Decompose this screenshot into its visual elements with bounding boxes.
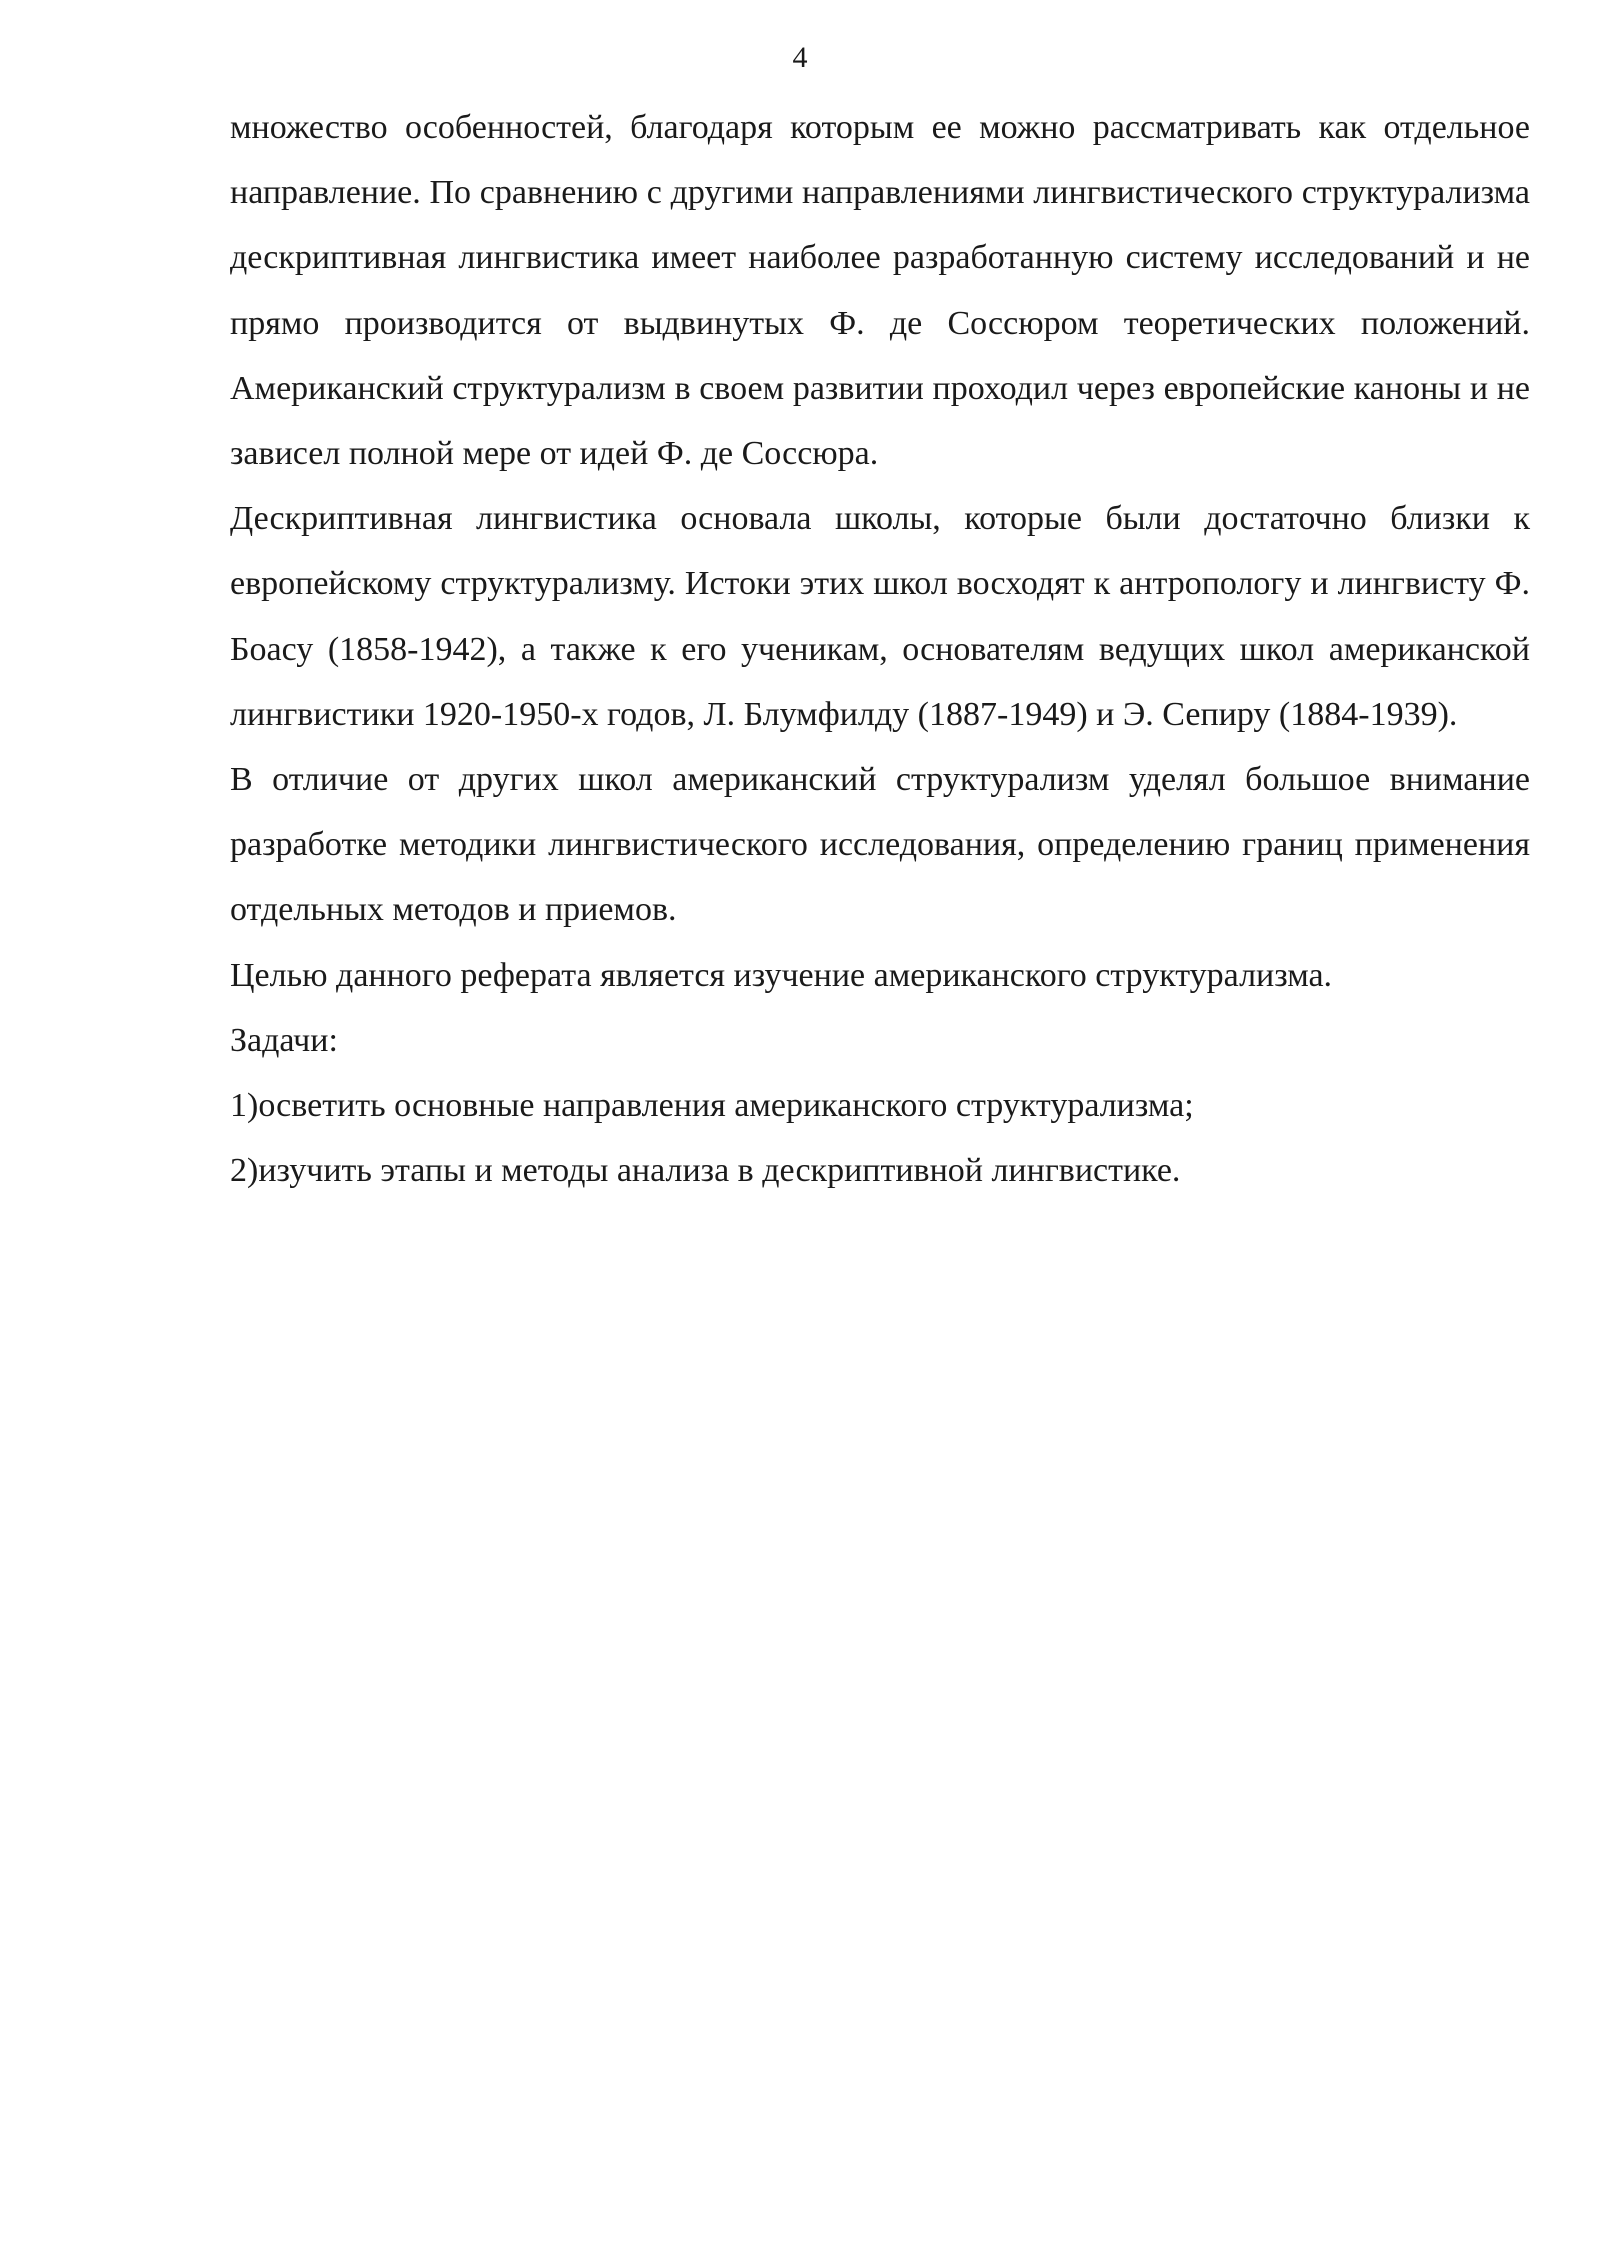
task-item-1: 1)осветить основные направления американского структурализма;: [230, 1087, 1194, 1125]
tasks-heading: Задачи:: [230, 1021, 338, 1059]
paragraph-intro-continuation: множество особенностей, благодаря которым ее можно рассматривать как отдельное направление. По сравнению с другими направлениями лингвистического структурализма дескриптивная лингвистика имеет наиболее разработанную систему исследований и не прямо производится от выдвинутых Ф. де Соссюром теоретических положений. Американский структурализм в своем развитии проходил через европейские каноны и не зависел полной мере от идей Ф. де Соссюра.: [230, 109, 1530, 473]
page-number: 4: [792, 41, 808, 74]
paragraph-goal: Целью данного реферата является изучение американского структурализма.: [230, 956, 1333, 994]
paragraph-descriptive-schools: Дескриптивная лингвистика основала школы, которые были достаточно близки к европейскому структурализму. Истоки этих школ восходят к антропологу и лингвисту Ф. Боасу (1858-1942), а также к его ученикам, основателям ведущих школ американской лингвистики 1920-1950-х годов, Л. Блумфилду (1887-1949) и Э. Сепиру (1884-1939).: [230, 500, 1530, 733]
paragraph-methodology: В отличие от других школ американский структурализм уделял большое внимание разработке методики лингвистического исследования, определению границ применения отдельных методов и приемов.: [230, 761, 1530, 929]
page-body: [230, 95, 1530, 1203]
task-item-2: 2)изучить этапы и методы анализа в дескриптивной лингвистике.: [230, 1152, 1181, 1190]
